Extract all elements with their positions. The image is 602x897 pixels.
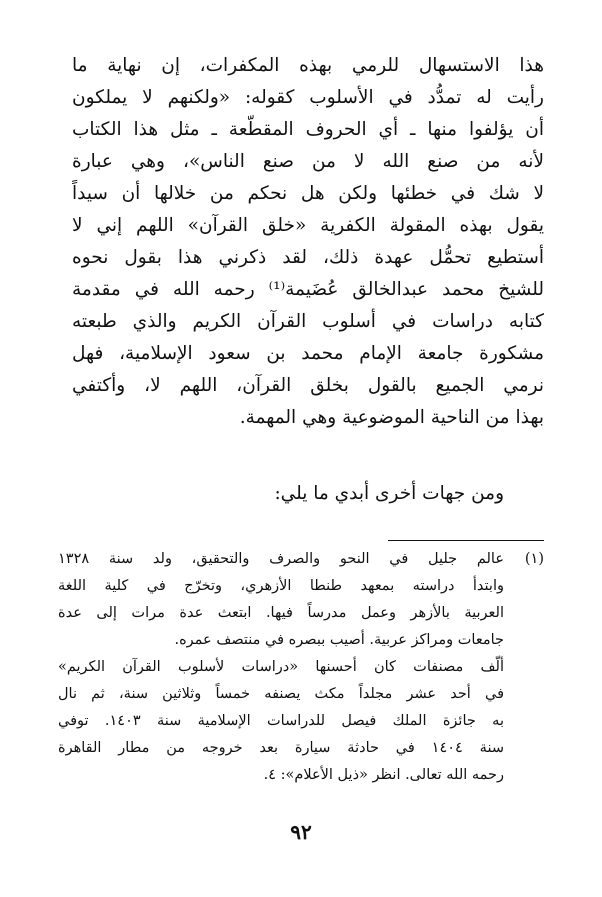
paragraph-line: لأنه من صنع الله لا من صنع الناس»، وهي عبارة	[72, 151, 544, 172]
paragraph-line: للشيخ محمد عبدالخالق عُضَيمة⁽¹⁾ رحمه الله في مقدمة	[72, 279, 544, 300]
paragraph-line: بهذا من الناحية الموضوعية وهي المهمة.	[239, 407, 544, 428]
paragraph-line: لا شك في خطئها ولكن هل نحكم من خلالها أن سيداً	[72, 183, 544, 204]
footnote-line: به جائزة الملك فيصل للدراسات الإسلامية سنة ١٤٠٣. توفي	[58, 713, 504, 729]
footnote-separator	[388, 540, 544, 541]
paragraph-line: يقول بهذه المقولة الكفرية «خلق القرآن» اللهم إني لا	[72, 215, 544, 236]
paragraph-line: أن يؤلفوا منها ـ أي الحروف المقطّعة ـ مثل هذا الكتاب	[72, 119, 544, 140]
main-paragraph	[72, 50, 544, 434]
footnote	[58, 546, 544, 789]
footnote-line: العربية بالأزهر وعمل مدرساً فيها. ابتعث عدة مرات إلى عدة	[58, 605, 504, 621]
page-number: ٩٢	[290, 820, 312, 844]
footnote-line: في أحد عشر مجلداً مكث يصنفه خمساً وثلاثين سنة، ثم نال	[58, 686, 504, 702]
paragraph-line: نرمي الجميع بالقول بخلق القرآن، اللهم لا، وأكتفي	[72, 375, 544, 396]
footnote-number: (١)	[524, 551, 544, 567]
paragraph-line: هذا الاستسهال للرمي بهذه المكفرات، إن نهاية ما	[72, 55, 544, 76]
footnote-line: وابتدأ دراسته بمعهد طنطا الأزهري، وتخرّج في كلية اللغة	[58, 578, 504, 594]
footnote-line: ألّف مصنفات كان أحسنها «دراسات لأسلوب القرآن الكريم»	[58, 659, 504, 675]
paragraph-line: رأيت له تمدُّد في الأسلوب كقوله: «ولكنهم لا يملكون	[72, 87, 544, 108]
paragraph-line: مشكورة جامعة الإمام محمد بن سعود الإسلامية، فهل	[72, 343, 544, 364]
paragraph-line: كتابه دراسات في أسلوب القرآن الكريم والذي طبعته	[72, 311, 544, 332]
footnote-body	[58, 546, 504, 789]
footnote-line: عالم جليل في النحو والصرف والتحقيق، ولد سنة ١٣٢٨	[58, 551, 504, 567]
paragraph-line: أستطيع تحمُّل عهدة ذلك، لقد ذكرني هذا بقول نحوه	[72, 247, 544, 268]
lead-in-line: ومن جهات أخرى أبدي ما يلي:	[274, 483, 504, 504]
footnote-line: رحمه الله تعالى. انظر «ذيل الأعلام»: ٤.	[263, 767, 504, 783]
footnote-line: جامعات ومراكز عربية. أصيب ببصره في منتصف عمره.	[174, 632, 504, 648]
footnote-line: سنة ١٤٠٤ في حادثة سيارة بعد خروجه من مطار القاهرة	[58, 740, 504, 756]
